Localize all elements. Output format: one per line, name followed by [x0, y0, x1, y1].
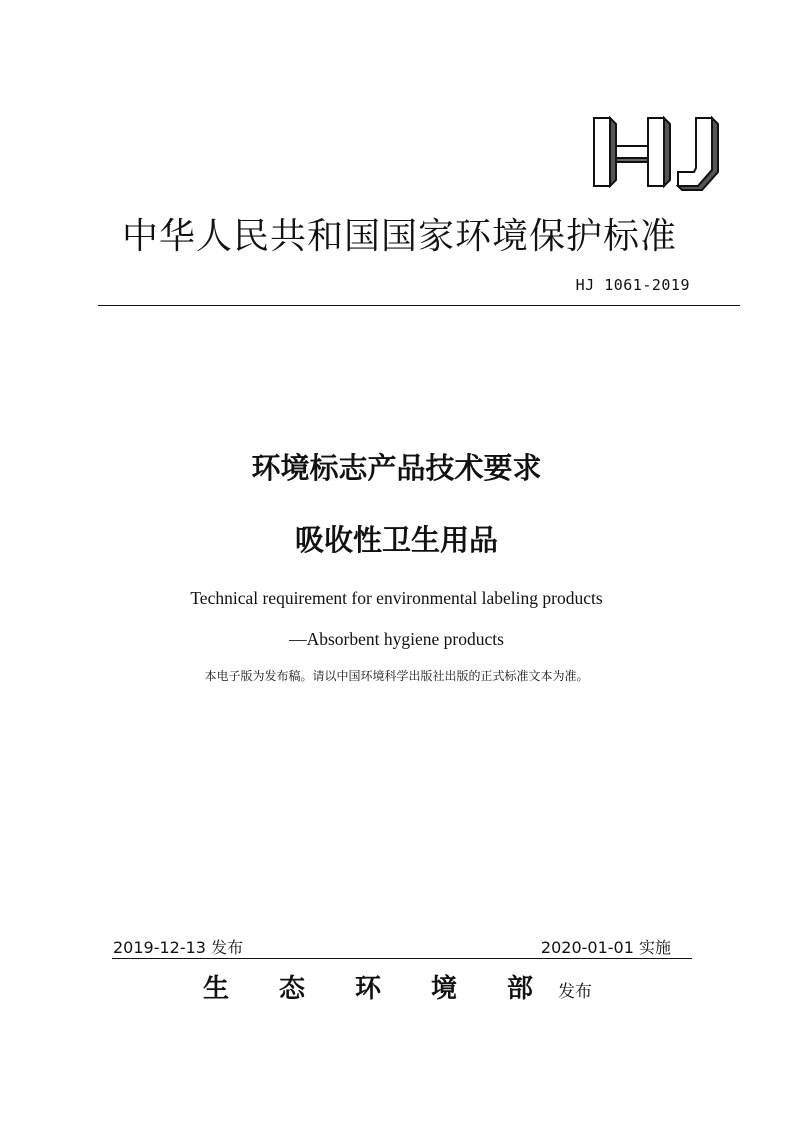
issuer-char: 生 [203, 974, 230, 1004]
electronic-version-notice: 本电子版为发布稿。请以中国环境科学出版社出版的正式标准文本为准。 [204, 669, 589, 683]
logo-text: HJ [654, 190, 656, 191]
agency-title: 中华人民共和国国家环境保护标准 [121, 216, 677, 257]
title-en-sub: —Absorbent hygiene products [289, 629, 504, 649]
title-cn-sub: 吸收性卫生用品 [294, 523, 498, 557]
footer-divider [112, 958, 692, 959]
hj-logo [586, 112, 722, 192]
issuer-char: 态 [278, 974, 305, 1004]
effective-date: 2020-01-01 实施 [540, 938, 671, 957]
title-en-main: Technical requirement for environmental labeling products [190, 588, 603, 608]
issuer-char: 部 [506, 974, 533, 1004]
standard-number: HJ 1061-2019 [575, 276, 690, 294]
issuer-label: 发布 [558, 982, 592, 1002]
issuer-name [203, 968, 533, 1005]
issue-date: 2019-12-13 发布 [113, 938, 244, 957]
header-divider [98, 305, 740, 306]
title-cn-main: 环境标志产品技术要求 [251, 451, 542, 485]
issuer-char: 境 [430, 974, 457, 1004]
issuer-char: 环 [354, 974, 381, 1004]
